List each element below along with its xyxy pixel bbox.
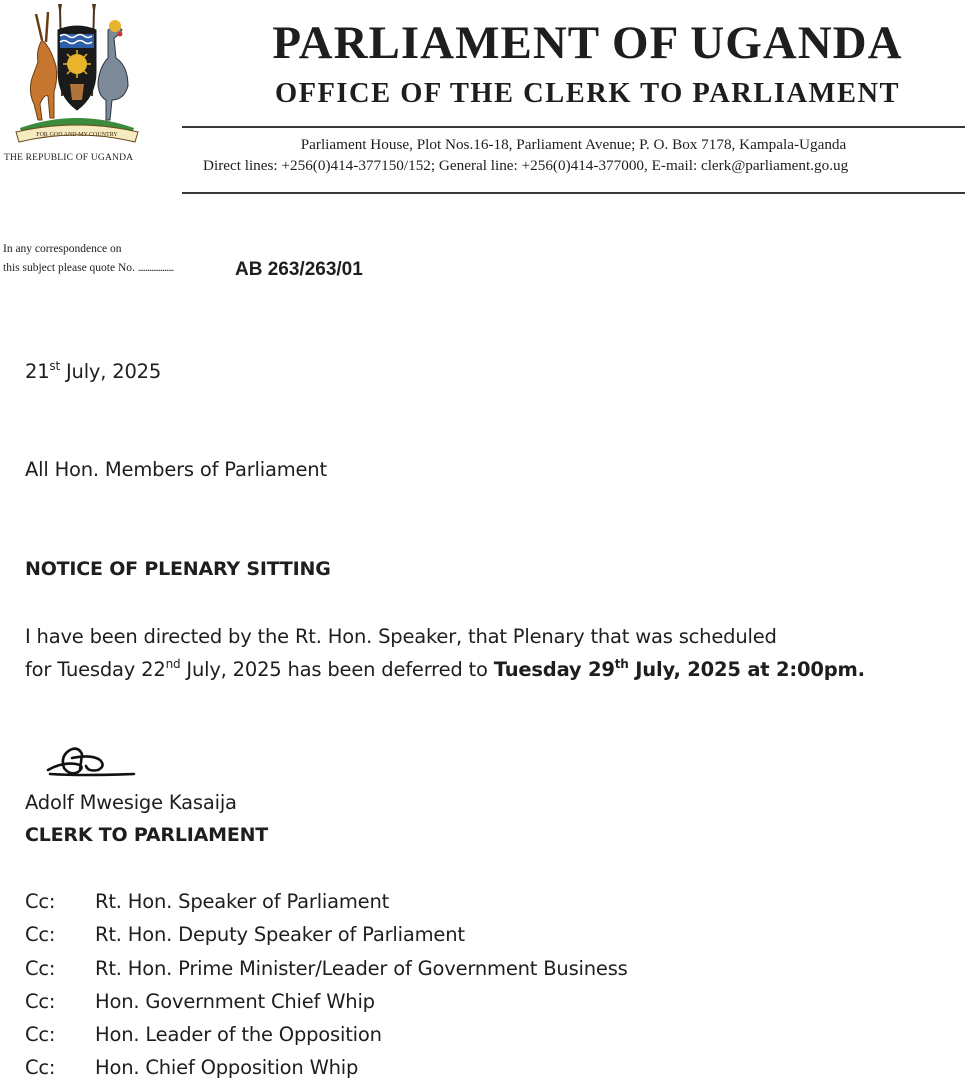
letterhead-divider-top xyxy=(182,126,965,128)
body-text-segment: July, 2025 has been deferred to xyxy=(180,658,494,681)
body-text-segment: for Tuesday 22 xyxy=(25,658,166,681)
cc-recipient: Hon. Government Chief Whip xyxy=(95,989,375,1013)
office-contacts: Direct lines: +256(0)414-377150/152; General line: +256(0)414-377000, E-mail: clerk@parliament.go.ug xyxy=(203,157,849,174)
cc-label: Cc: xyxy=(25,890,56,913)
cc-label: Cc: xyxy=(25,956,56,980)
letter-recipient: All Hon. Members of Parliament xyxy=(25,458,327,481)
cc-item xyxy=(25,956,628,989)
cc-label: Cc: xyxy=(25,989,56,1013)
cc-recipient: Hon. Chief Opposition Whip xyxy=(95,1056,359,1080)
date-day: 21 xyxy=(25,360,50,383)
date-month-year: July, 2025 xyxy=(59,360,162,383)
new-sitting-date xyxy=(494,658,865,681)
reference-leader-dots: ................... xyxy=(137,262,174,274)
cc-label: Cc: xyxy=(25,1056,56,1080)
organization-name: PARLIAMENT OF UGANDA xyxy=(272,17,903,69)
cc-item xyxy=(25,1055,628,1088)
coat-of-arms-crest xyxy=(2,0,152,150)
office-name: OFFICE OF THE CLERK TO PARLIAMENT xyxy=(274,78,901,109)
crest-caption: THE REPUBLIC OF UGANDA xyxy=(4,153,134,163)
signatory-name: Adolf Mwesige Kasaija xyxy=(25,791,237,814)
reference-instruction-text: this subject please quote No. xyxy=(3,262,135,274)
cc-item xyxy=(25,922,628,955)
cc-recipient: Rt. Hon. Prime Minister/Leader of Government Business xyxy=(95,956,628,980)
reference-number: AB 263/263/01 xyxy=(235,259,363,280)
letter-subject: NOTICE OF PLENARY SITTING xyxy=(25,558,331,580)
cc-item xyxy=(25,989,628,1022)
office-address: Parliament House, Plot Nos.16-18, Parliament Avenue; P. O. Box 7178, Kampala-Uganda xyxy=(300,136,847,153)
cc-item xyxy=(25,889,628,922)
body-paragraph-line-1: I have been directed by the Rt. Hon. Speaker, that Plenary that was scheduled xyxy=(25,625,777,648)
signatory-title: CLERK TO PARLIAMENT xyxy=(25,824,269,846)
cc-recipient: Rt. Hon. Deputy Speaker of Parliament xyxy=(95,923,465,947)
new-sitting-time: July, 2025 at 2:00pm. xyxy=(628,658,865,681)
cc-label: Cc: xyxy=(25,1023,56,1047)
cc-list xyxy=(25,889,628,1089)
cc-label: Cc: xyxy=(25,923,56,947)
body-ordinal-suffix: nd xyxy=(165,657,181,671)
crest-motto: FOR GOD AND MY COUNTRY xyxy=(36,132,118,138)
body-paragraph-line-2 xyxy=(25,658,865,681)
reference-instruction-line-2 xyxy=(3,259,173,278)
cc-recipient: Rt. Hon. Speaker of Parliament xyxy=(95,890,390,913)
reference-instruction-line-1: In any correspondence on xyxy=(3,243,122,255)
letterhead-divider-bottom xyxy=(182,192,965,194)
reference-instruction xyxy=(3,240,173,278)
new-sitting-day: Tuesday 29 xyxy=(493,658,615,681)
date-day-suffix: st xyxy=(49,359,60,373)
letter-date xyxy=(25,360,161,383)
cc-item xyxy=(25,1022,628,1055)
cc-recipient: Hon. Leader of the Opposition xyxy=(95,1023,382,1047)
new-sitting-ordinal-suffix: th xyxy=(614,657,629,671)
handwritten-signature xyxy=(42,744,142,780)
